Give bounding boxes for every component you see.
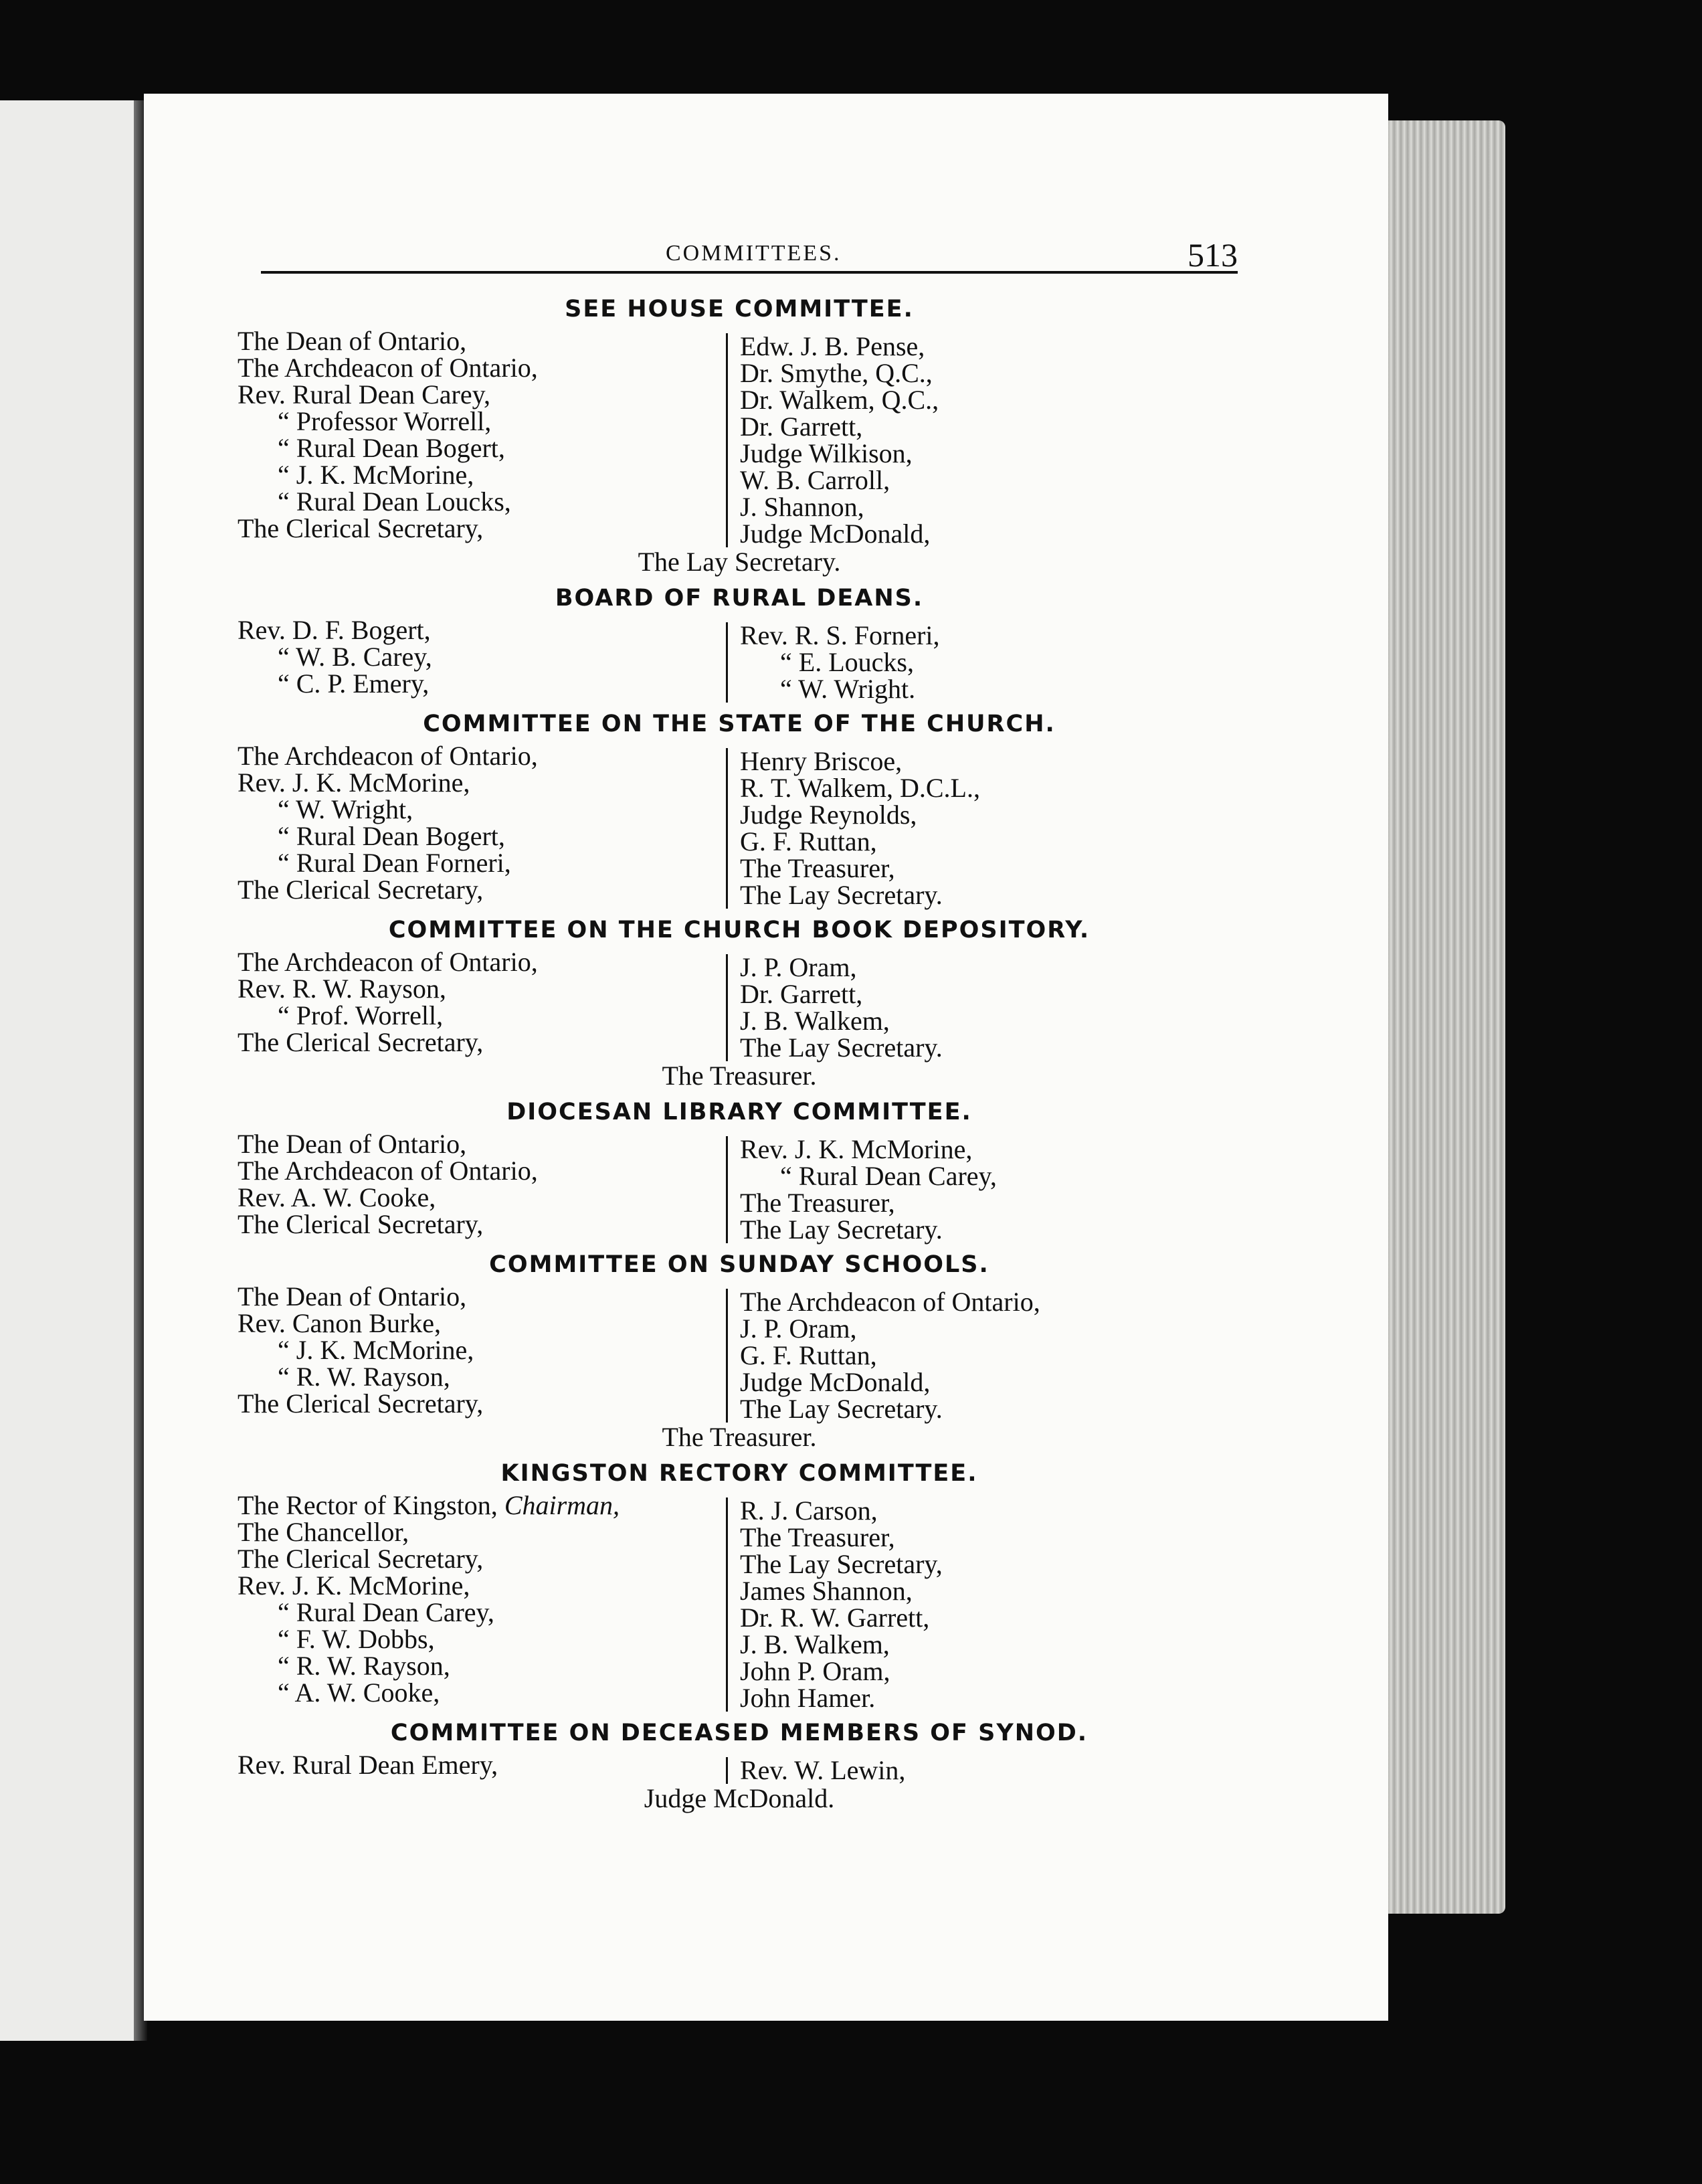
member-name: Rev. A. W. Cooke, <box>238 1182 436 1212</box>
member-columns <box>238 328 1241 547</box>
member-name: The Archdeacon of Ontario, <box>238 947 538 977</box>
member-name: “ J. K. McMorine, <box>278 460 474 490</box>
member-name: Edw. J. B. Pense, <box>740 331 925 361</box>
book-page <box>144 94 1388 2021</box>
member-name: Judge Wilkison, <box>740 438 913 468</box>
members-right-column <box>726 954 1241 1061</box>
member-line <box>238 976 726 1002</box>
member-name: Judge Reynolds, <box>740 800 917 830</box>
member-name: Henry Briscoe, <box>740 746 903 776</box>
committee-heading: COMMITTEE ON THE CHURCH BOOK DEPOSITORY. <box>388 917 1091 943</box>
member-line <box>238 1752 726 1779</box>
member-line <box>740 1524 1241 1551</box>
member-name: The Clerical Secretary, <box>238 1544 484 1574</box>
committee-section <box>238 1095 1241 1243</box>
member-name: The Treasurer, <box>740 1522 895 1552</box>
member-name: “ Rural Dean Bogert, <box>278 821 505 851</box>
member-name: The Clerical Secretary, <box>238 1027 484 1057</box>
member-name: “ W. Wright. <box>780 674 916 704</box>
member-line <box>238 1364 726 1390</box>
committee-section <box>238 292 1241 577</box>
member-line <box>740 1605 1241 1631</box>
committee-heading: COMMITTEE ON THE STATE OF THE CHURCH. <box>423 711 1056 737</box>
members-right-column <box>726 1136 1241 1243</box>
member-columns <box>238 1131 1241 1243</box>
running-title: COMMITTEES. <box>666 241 842 266</box>
member-name: Dr. Walkem, Q.C., <box>740 385 939 415</box>
member-name: Judge McDonald, <box>740 519 931 549</box>
member-name: John P. Oram, <box>740 1656 890 1686</box>
member-columns <box>238 1492 1241 1712</box>
member-columns <box>238 743 1241 909</box>
members-left-column <box>238 617 726 703</box>
committee-section <box>238 1456 1241 1712</box>
running-head <box>144 236 1388 281</box>
committee-heading: DIOCESAN LIBRARY COMMITTEE. <box>506 1099 972 1125</box>
member-line <box>238 1310 726 1337</box>
members-right-column <box>726 1497 1241 1712</box>
member-line <box>740 1757 1241 1784</box>
committee-list <box>238 288 1241 1813</box>
committee-heading: SEE HOUSE COMMITTEE. <box>565 296 914 323</box>
member-name: The Lay Secretary. <box>740 1394 943 1424</box>
member-name: Rev. Rural Dean Carey, <box>238 379 491 410</box>
member-line <box>740 855 1241 882</box>
member-name: Rev. R. W. Rayson, <box>238 974 446 1004</box>
member-line <box>740 649 1241 676</box>
member-name: Dr. Garrett, <box>740 412 863 442</box>
member-line <box>238 381 726 408</box>
member-name: The Archdeacon of Ontario, <box>238 353 538 383</box>
member-line <box>740 521 1241 547</box>
member-name: J. B. Walkem, <box>740 1629 890 1659</box>
member-name: J. B. Walkem, <box>740 1006 890 1036</box>
member-line <box>238 1158 726 1184</box>
member-line <box>740 494 1241 521</box>
member-line <box>740 676 1241 703</box>
member-name: “ W. Wright, <box>278 794 413 824</box>
member-name: G. F. Ruttan, <box>740 826 877 856</box>
member-name: J. P. Oram, <box>740 952 857 982</box>
member-name: The Clerical Secretary, <box>238 1388 484 1419</box>
member-name: R. J. Carson, <box>740 1495 878 1526</box>
member-line <box>740 467 1241 494</box>
committee-footer-member: The Treasurer. <box>662 1422 817 1452</box>
member-name: “ E. Loucks, <box>780 647 914 677</box>
member-line <box>238 1283 726 1310</box>
member-name: John Hamer. <box>740 1683 876 1713</box>
committee-section <box>238 707 1241 909</box>
member-columns <box>238 1283 1241 1423</box>
member-name: Rev. Canon Burke, <box>238 1308 442 1338</box>
member-name: The Lay Secretary, <box>740 1549 943 1579</box>
member-name: The Treasurer, <box>740 1188 895 1218</box>
member-line <box>740 1289 1241 1315</box>
member-line <box>238 1211 726 1238</box>
member-line <box>740 828 1241 855</box>
member-line <box>238 877 726 903</box>
member-line <box>238 949 726 976</box>
member-name: The Clerical Secretary, <box>238 513 484 543</box>
member-line <box>740 414 1241 440</box>
members-left-column <box>238 1492 726 1712</box>
member-name: The Dean of Ontario, <box>238 1281 467 1311</box>
member-line <box>238 617 726 644</box>
member-line <box>238 1626 726 1653</box>
member-line <box>740 1216 1241 1243</box>
committee-footer-member: Judge McDonald. <box>644 1783 835 1813</box>
member-name: “ Professor Worrell, <box>278 406 492 436</box>
member-name: “ Rural Dean Bogert, <box>278 433 505 463</box>
member-line <box>740 802 1241 828</box>
member-name: “ Rural Dean Carey, <box>278 1597 494 1627</box>
member-name: “ F. W. Dobbs, <box>278 1624 435 1654</box>
member-name: The Clerical Secretary, <box>238 1209 484 1239</box>
member-line <box>238 1131 726 1158</box>
member-name: The Archdeacon of Ontario, <box>740 1287 1040 1317</box>
member-line <box>238 488 726 515</box>
member-line <box>238 1337 726 1364</box>
member-name: The Chancellor, <box>238 1517 409 1547</box>
member-line <box>740 1136 1241 1163</box>
member-line <box>740 387 1241 414</box>
member-name: “ A. W. Cooke, <box>278 1677 440 1708</box>
member-name: The Archdeacon of Ontario, <box>238 741 538 771</box>
member-line <box>740 954 1241 981</box>
member-line <box>740 1034 1241 1061</box>
members-left-column <box>238 1752 726 1784</box>
member-line <box>740 748 1241 775</box>
page-number: 513 <box>1188 236 1238 274</box>
member-name: The Dean of Ontario, <box>238 1129 467 1159</box>
committee-section <box>238 913 1241 1091</box>
member-name: James Shannon, <box>740 1576 913 1606</box>
member-name: The Dean of Ontario, <box>238 326 467 356</box>
member-name: The Lay Secretary. <box>740 1214 943 1245</box>
member-name: Judge McDonald, <box>740 1367 931 1397</box>
committee-footer-member: The Lay Secretary. <box>638 547 841 577</box>
members-left-column <box>238 1283 726 1423</box>
member-name: Rev. J. K. McMorine, <box>238 767 470 798</box>
member-line <box>740 1163 1241 1190</box>
member-line <box>238 462 726 488</box>
member-line <box>238 644 726 670</box>
members-left-column <box>238 949 726 1061</box>
member-name: “ C. P. Emery, <box>278 668 430 699</box>
member-line <box>740 1551 1241 1578</box>
member-line <box>238 1519 726 1546</box>
member-line <box>740 1008 1241 1034</box>
member-line <box>740 1497 1241 1524</box>
member-line <box>740 360 1241 387</box>
member-name: Rev. W. Lewin, <box>740 1755 906 1785</box>
member-line <box>740 1342 1241 1369</box>
member-columns <box>238 617 1241 703</box>
member-line <box>238 823 726 850</box>
member-line <box>238 743 726 769</box>
member-name: Rev. Rural Dean Emery, <box>238 1750 498 1780</box>
member-line <box>238 355 726 381</box>
member-name: J. P. Oram, <box>740 1313 857 1344</box>
member-name: “ Rural Dean Forneri, <box>278 848 511 878</box>
member-line <box>238 769 726 796</box>
member-name: The Lay Secretary. <box>740 1032 943 1063</box>
members-left-column <box>238 743 726 909</box>
member-line <box>238 1492 726 1519</box>
member-name: The Clerical Secretary, <box>238 875 484 905</box>
member-name: Rev. J. K. McMorine, <box>740 1134 973 1164</box>
member-role: Chairman, <box>504 1490 620 1520</box>
committee-heading: COMMITTEE ON SUNDAY SCHOOLS. <box>489 1251 989 1278</box>
members-right-column <box>726 333 1241 547</box>
member-name: “ R. W. Rayson, <box>278 1651 450 1681</box>
member-line <box>238 435 726 462</box>
member-line <box>740 333 1241 360</box>
member-line <box>238 408 726 435</box>
member-line <box>238 1679 726 1706</box>
member-line <box>740 775 1241 802</box>
member-name: Dr. R. W. Garrett, <box>740 1603 930 1633</box>
member-line <box>740 1315 1241 1342</box>
member-line <box>740 1369 1241 1396</box>
member-line <box>740 440 1241 467</box>
facing-page-edge <box>0 100 134 2041</box>
committee-section <box>238 581 1241 703</box>
member-line <box>238 1390 726 1417</box>
members-left-column <box>238 1131 726 1243</box>
member-line <box>740 1578 1241 1605</box>
member-line <box>238 1572 726 1599</box>
member-line <box>740 1396 1241 1423</box>
member-name: Dr. Smythe, Q.C., <box>740 358 933 388</box>
member-line <box>238 515 726 542</box>
member-name: “ Rural Dean Carey, <box>780 1161 997 1191</box>
member-name: Rev. J. K. McMorine, <box>238 1570 470 1601</box>
member-line <box>740 1631 1241 1658</box>
member-line <box>238 670 726 697</box>
member-line <box>740 1190 1241 1216</box>
member-columns <box>238 949 1241 1061</box>
member-line <box>238 796 726 823</box>
member-name: Dr. Garrett, <box>740 979 863 1009</box>
header-rule <box>261 271 1238 274</box>
member-name: W. B. Carroll, <box>740 465 890 495</box>
member-line <box>238 1029 726 1056</box>
members-left-column <box>238 328 726 547</box>
member-name: The Lay Secretary. <box>740 880 943 910</box>
member-name: Rev. R. S. Forneri, <box>740 620 940 650</box>
member-name: The Treasurer, <box>740 853 895 883</box>
member-name: Rev. D. F. Bogert, <box>238 615 431 645</box>
members-right-column <box>726 748 1241 909</box>
member-line <box>238 850 726 877</box>
member-line <box>740 622 1241 649</box>
member-name: “ W. B. Carey, <box>278 642 432 672</box>
member-line <box>238 1184 726 1211</box>
member-name: G. F. Ruttan, <box>740 1340 877 1370</box>
committee-heading: KINGSTON RECTORY COMMITTEE. <box>500 1460 978 1487</box>
committee-section <box>238 1247 1241 1452</box>
member-line <box>740 1685 1241 1712</box>
member-line <box>238 1002 726 1029</box>
members-right-column <box>726 1757 1241 1784</box>
member-name: “ Rural Dean Loucks, <box>278 486 511 517</box>
member-name: The Archdeacon of Ontario, <box>238 1156 538 1186</box>
member-line <box>238 1653 726 1679</box>
member-name: “ Prof. Worrell, <box>278 1000 444 1030</box>
committee-heading: BOARD OF RURAL DEANS. <box>555 585 924 612</box>
committee-heading: COMMITTEE ON DECEASED MEMBERS OF SYNOD. <box>390 1720 1089 1746</box>
committee-section <box>238 1716 1241 1813</box>
member-line <box>740 1658 1241 1685</box>
member-line <box>238 1546 726 1572</box>
member-line <box>238 328 726 355</box>
member-name: “ R. W. Rayson, <box>278 1362 450 1392</box>
member-line <box>238 1599 726 1626</box>
member-name: R. T. Walkem, D.C.L., <box>740 773 980 803</box>
member-columns <box>238 1752 1241 1784</box>
members-right-column <box>726 622 1241 703</box>
member-name: “ J. K. McMorine, <box>278 1335 474 1365</box>
member-line <box>740 882 1241 909</box>
member-line <box>740 981 1241 1008</box>
committee-footer-member: The Treasurer. <box>662 1061 817 1091</box>
member-name: The Rector of Kingston, <box>238 1490 504 1520</box>
members-right-column <box>726 1289 1241 1423</box>
member-name: J. Shannon, <box>740 492 864 522</box>
